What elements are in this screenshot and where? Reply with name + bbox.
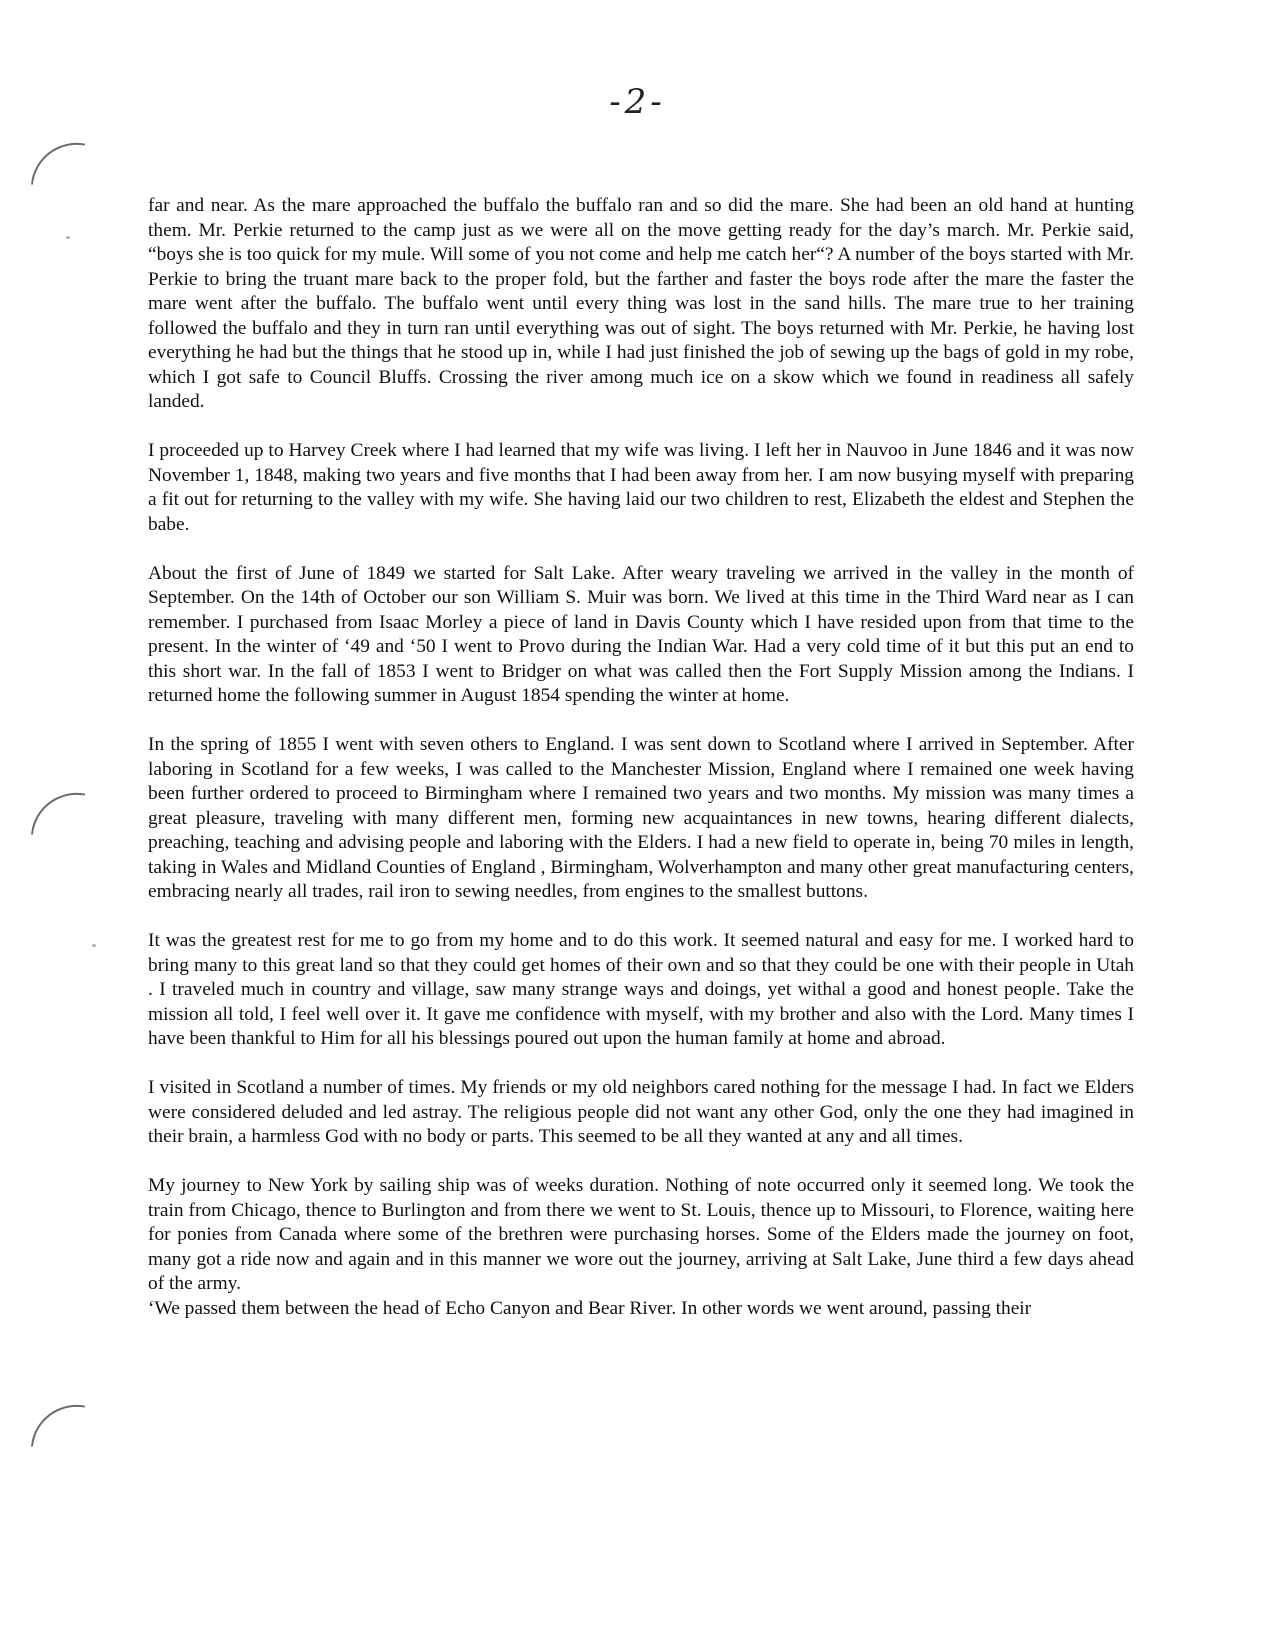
punch-hole-middle — [31, 787, 85, 841]
punch-hole-top — [31, 137, 85, 191]
paragraph: About the first of June of 1849 we started for Salt Lake. After weary traveling we arrived in the valley in the month of September. On the 14th of October our son William S. Muir was born. We lived at this time in the Third Ward near as I can remember. I purchased from Isaac Morley a piece of land in Davis County which I have resided upon from that time to the present. In the winter of ‘49 and ‘50 I went to Provo during the Indian War. Had a very cold time of it but this put an end to this short war. In the fall of 1853 I went to Bridger on what was called then the Fort Supply Mission among the Indians. I returned home the following summer in August 1854 spending the winter at home. — [148, 562, 1134, 706]
paragraph: ‘We passed them between the head of Echo Canyon and Bear River. In other words we went around, passing their — [148, 1297, 1032, 1319]
paragraph: In the spring of 1855 I went with seven others to England. I was sent down to Scotland where I arrived in September. After laboring in Scotland for a few weeks, I was called to the Manchester Mission, England where I remained one week having been further ordered to proceed to Birmingham where I remained two years and two months. My mission was many times a great pleasure, traveling with many different men, forming new acquaintances in new towns, hearing different dialects, preaching, teaching and advising people and laboring with the Elders. I had a new field to operate in, being 70 miles in length, taking in Wales and Midland Counties of England , Birmingham, Wolverhampton and many other great manufacturing centers, embracing nearly all trades, rail iron to sewing needles, from engines to the smallest buttons. — [148, 734, 1134, 902]
page-number: -2- — [609, 82, 666, 122]
paragraph: I visited in Scotland a number of times. My friends or my old neighbors cared nothing for the message I had. In fact we Elders were considered deluded and led astray. The religious people did not want any other God, only the one they had imagined in their brain, a harmless God with no body or parts. This seemed to be all they wanted at any and all times. — [148, 1077, 1134, 1147]
paragraph: I proceeded up to Harvey Creek where I had learned that my wife was living. I left her in Nauvoo in June 1846 and it was now November 1, 1848, making two years and five months that I had been away from her. I am now busying myself with preparing a fit out for returning to the valley with my wife. She having laid our two children to rest, Elizabeth the eldest and Stephen the babe. — [148, 440, 1134, 535]
punch-hole-bottom — [31, 1399, 85, 1453]
paragraph: far and near. As the mare approached the buffalo the buffalo ran and so did the mare. She had been an old hand at hunting them. Mr. Perkie returned to the camp just as we were all on the move getting ready for the day’s march. Mr. Perkie said, “boys she is too quick for my mule. Will some of you not come and help me catch her“? A number of the boys started with Mr. Perkie to bring the truant mare back to the proper fold, but the farther and faster the boys rode after the mare the faster the mare went after the buffalo. The buffalo went until every thing was lost in the sand hills. The mare true to her training followed the buffalo and they in turn ran until everything was out of sight. The boys returned with Mr. Perkie, he having lost everything he had but the things that he stood up in, while I had just finished the job of sewing up the bags of gold in my robe, which I got safe to Council Bluffs. Crossing the river among much ice on a skow which we found in readiness all safely landed. — [148, 195, 1134, 412]
scan-speck — [66, 236, 70, 239]
document-body — [148, 194, 1134, 1321]
paragraph: It was the greatest rest for me to go from my home and to do this work. It seemed natural and easy for me. I worked hard to bring many to this great land so that they could get homes of their own and so that they could be one with their people in Utah . I traveled much in country and village, saw many strange ways and doings, yet withal a good and honest people. Take the mission all told, I feel well over it. It gave me confidence with myself, with my brother and also with the Lord. Many times I have been thankful to Him for all his blessings poured out upon the human family at home and abroad. — [148, 930, 1134, 1049]
paragraph: My journey to New York by sailing ship was of weeks duration. Nothing of note occurred only it seemed long. We took the train from Chicago, thence to Burlington and from there we went to St. Louis, thence up to Missouri, to Florence, waiting here for ponies from Canada where some of the brethren were purchasing horses. Some of the Elders made the journey on foot, many got a ride now and again and in this manner we wore out the journey, arriving at Salt Lake, June third a few days ahead of the army. — [148, 1175, 1134, 1294]
scan-speck — [92, 944, 96, 947]
